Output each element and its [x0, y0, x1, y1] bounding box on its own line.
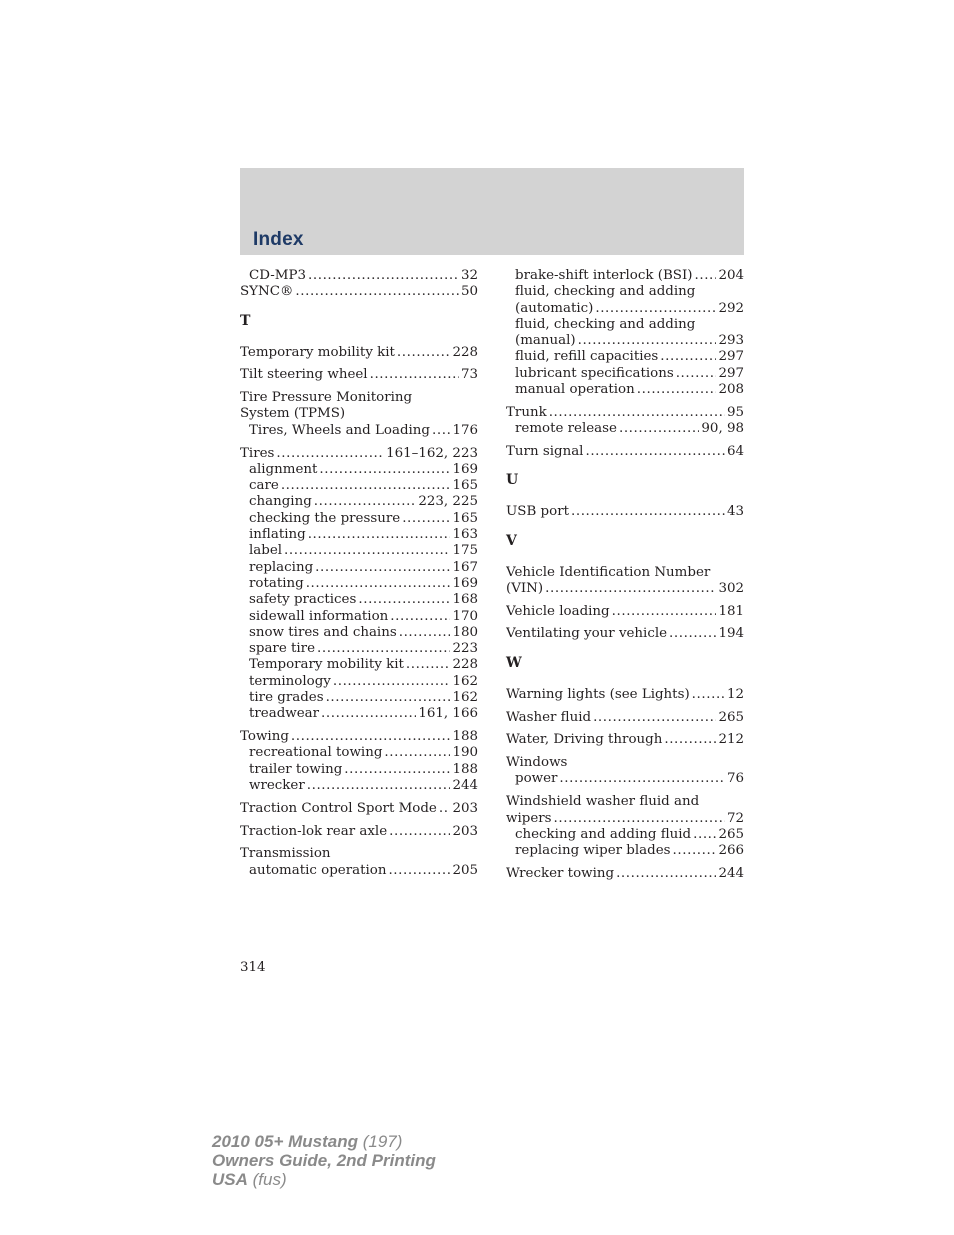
index-subentry: [240, 706, 478, 722]
dot-leader: [578, 333, 717, 349]
dot-leader: [326, 690, 451, 706]
index-subentry: [240, 609, 478, 625]
index-page-ref[interactable]: 293: [718, 333, 744, 349]
index-entry: [506, 710, 744, 726]
index-entry: [240, 824, 478, 840]
index-term: Tires, Wheels and Loading: [249, 422, 430, 438]
dot-leader: [384, 745, 450, 761]
dot-leader: [344, 762, 450, 778]
index-entry: [506, 732, 744, 748]
index-page-ref[interactable]: 223, 225: [418, 494, 478, 510]
index-term: recreational towing: [249, 745, 383, 761]
index-page-ref[interactable]: 167: [452, 559, 478, 575]
index-subentry: [506, 317, 744, 333]
index-term: System (TPMS): [240, 406, 346, 422]
dot-leader: [308, 268, 459, 284]
index-page-ref[interactable]: 12: [726, 686, 744, 702]
index-subentry: [240, 690, 478, 706]
dot-leader: [402, 511, 450, 527]
index-subentry: [240, 863, 478, 879]
index-entry: [506, 444, 744, 460]
dot-leader: [397, 345, 451, 361]
index-page-ref[interactable]: 204: [718, 268, 744, 283]
index-subentry: [506, 382, 744, 398]
index-term: Windshield washer fluid and: [506, 794, 700, 810]
index-page-ref[interactable]: 205: [452, 862, 478, 878]
dot-leader: [559, 771, 725, 787]
index-term: SYNC®: [240, 284, 294, 300]
dot-leader: [319, 462, 450, 478]
index-entry: [240, 367, 478, 383]
index-page-ref[interactable]: 302: [718, 580, 744, 596]
dot-leader: [306, 576, 451, 592]
index-entry: [240, 284, 478, 300]
index-page-ref[interactable]: 162: [452, 690, 478, 706]
index-page-ref[interactable]: 163: [452, 527, 478, 543]
index-column-left: [240, 268, 478, 879]
index-term: Traction Control Sport Mode: [240, 800, 437, 816]
index-page-ref[interactable]: 265: [718, 709, 744, 725]
index-subentry: [506, 771, 744, 787]
dot-leader: [669, 626, 716, 642]
dot-leader: [281, 478, 451, 494]
index-header-band: [240, 168, 744, 255]
index-subentry: [240, 527, 478, 543]
index-term: fluid, checking and adding: [515, 284, 696, 300]
index-subentry: [506, 827, 744, 843]
dot-leader: [571, 504, 725, 520]
index-term: alignment: [249, 461, 318, 477]
dot-leader: [295, 284, 459, 300]
dot-leader: [593, 710, 716, 726]
index-letter-heading: U: [506, 472, 519, 489]
dot-leader: [619, 421, 699, 437]
index-subentry: [240, 762, 478, 778]
footer-model-code: (197): [358, 1132, 403, 1151]
dot-leader: [399, 625, 451, 641]
index-page-ref[interactable]: 161–162, 223: [386, 445, 478, 461]
index-letter-heading: T: [240, 312, 251, 329]
index-subentry: [240, 778, 478, 794]
index-subentry: [506, 349, 744, 365]
index-term: trailer towing: [249, 761, 343, 777]
dot-leader: [692, 687, 725, 703]
index-term: Traction-lok rear axle: [240, 823, 388, 839]
index-page-ref[interactable]: 244: [452, 778, 478, 794]
index-subentry: [506, 366, 744, 382]
dot-leader: [321, 706, 416, 722]
index-page-ref[interactable]: 168: [452, 592, 478, 608]
index-term: USB port: [506, 504, 569, 520]
index-subentry: [240, 560, 478, 576]
index-term: Tires: [240, 445, 275, 461]
index-page-ref[interactable]: 228: [452, 657, 478, 673]
dot-leader: [333, 674, 451, 690]
dot-leader: [676, 366, 717, 382]
index-entry: [240, 846, 478, 862]
index-subentry: [506, 301, 744, 317]
index-term: Windows: [506, 755, 568, 771]
index-term: fluid, refill capacities: [515, 349, 659, 365]
dot-leader: [585, 444, 724, 460]
index-term: checking and adding fluid: [515, 826, 692, 842]
index-term: replacing: [249, 559, 314, 575]
index-term: Vehicle loading: [506, 603, 610, 619]
index-subentry: [240, 625, 478, 641]
index-term: (VIN): [506, 580, 544, 596]
index-entry: [240, 446, 478, 462]
page-number: 314: [240, 960, 266, 975]
dot-leader: [664, 732, 716, 748]
dot-leader: [554, 811, 725, 827]
index-page-ref[interactable]: 297: [718, 365, 744, 381]
index-subentry: [240, 543, 478, 559]
index-page-ref[interactable]: 169: [452, 575, 478, 591]
index-page-ref[interactable]: 43: [726, 504, 744, 520]
index-subentry: [240, 745, 478, 761]
index-page-ref[interactable]: 169: [452, 461, 478, 477]
index-entry: [506, 581, 744, 597]
index-page-ref[interactable]: 188: [452, 729, 478, 745]
index-page-ref[interactable]: 176: [452, 422, 478, 438]
index-page-ref[interactable]: 203: [452, 823, 478, 839]
index-term: brake-shift interlock (BSI): [515, 268, 693, 283]
index-page-ref[interactable]: 76: [726, 771, 744, 787]
dot-leader: [389, 824, 450, 840]
index-term: Turn signal: [506, 443, 584, 459]
index-term: (automatic): [515, 300, 594, 316]
index-subentry: [506, 284, 744, 300]
index-page-ref[interactable]: 32: [460, 268, 478, 283]
index-entry: [506, 626, 744, 642]
index-subentry: [240, 674, 478, 690]
index-letter-heading: W: [506, 654, 522, 671]
index-term: remote release: [515, 421, 617, 437]
index-term: Water, Driving through: [506, 732, 663, 748]
index-term: care: [249, 478, 279, 494]
index-letter-heading: V: [506, 532, 517, 549]
dot-leader: [308, 527, 451, 543]
dot-leader: [616, 866, 716, 882]
index-subentry: [506, 333, 744, 349]
index-term: fluid, checking and adding: [515, 316, 696, 332]
index-page-ref[interactable]: 188: [452, 761, 478, 777]
index-page-ref[interactable]: 50: [460, 284, 478, 300]
dot-leader: [276, 446, 384, 462]
index-page-ref[interactable]: 165: [452, 510, 478, 526]
index-term: snow tires and chains: [249, 624, 397, 640]
index-entry: [506, 604, 744, 620]
index-entry: [240, 729, 478, 745]
index-page-ref[interactable]: 165: [452, 478, 478, 494]
index-entry: [240, 390, 478, 406]
index-term: Transmission: [240, 846, 331, 862]
index-page-ref[interactable]: 203: [452, 800, 478, 816]
dot-leader: [317, 641, 450, 657]
index-term: automatic operation: [249, 862, 387, 878]
index-page-ref[interactable]: 170: [452, 608, 478, 624]
index-page-ref[interactable]: 212: [718, 732, 744, 748]
dot-leader: [370, 367, 459, 383]
footer-model: 2010 05+ Mustang: [212, 1132, 358, 1151]
dot-leader: [694, 268, 716, 284]
index-subentry: [506, 268, 744, 284]
dot-leader: [612, 604, 717, 620]
index-term: manual operation: [515, 382, 635, 398]
index-page-ref[interactable]: 95: [726, 404, 744, 420]
index-page-ref[interactable]: 190: [452, 745, 478, 761]
index-term: Towing: [240, 729, 289, 745]
index-entry: [240, 345, 478, 361]
dot-leader: [358, 592, 450, 608]
index-term: Wrecker towing: [506, 865, 615, 881]
index-term: Temporary mobility kit: [249, 657, 404, 673]
index-term: Temporary mobility kit: [240, 344, 395, 360]
index-column-right: [506, 268, 744, 882]
index-subentry: [240, 494, 478, 510]
document-footer: [212, 1132, 436, 1189]
dot-leader: [406, 657, 451, 673]
index-term: Warning lights (see Lights): [506, 686, 690, 702]
dot-leader: [545, 581, 716, 597]
dot-leader: [439, 801, 451, 817]
index-page-ref[interactable]: 180: [452, 624, 478, 640]
index-entry: [240, 406, 478, 422]
index-page-ref[interactable]: 64: [726, 443, 744, 459]
index-page-ref[interactable]: 297: [718, 349, 744, 365]
index-term: rotating: [249, 575, 304, 591]
footer-guide: Owners Guide, 2nd Printing: [212, 1151, 436, 1170]
index-entry: [506, 565, 744, 581]
dot-leader: [314, 494, 417, 510]
index-term: Vehicle Identification Number: [506, 564, 711, 580]
index-term: spare tire: [249, 641, 315, 657]
index-subentry: [240, 641, 478, 657]
index-term: terminology: [249, 673, 331, 689]
index-subentry: [240, 576, 478, 592]
index-page-ref[interactable]: 181: [718, 603, 744, 619]
index-page-ref[interactable]: 266: [718, 843, 744, 859]
index-entry: [506, 755, 744, 771]
index-page-ref[interactable]: 265: [718, 826, 744, 842]
index-subentry: [240, 657, 478, 673]
index-subentry: [240, 592, 478, 608]
index-term: lubricant specifications: [515, 365, 674, 381]
index-term: power: [515, 771, 558, 787]
index-entry: [506, 866, 744, 882]
index-entry: [506, 811, 744, 827]
dot-leader: [595, 301, 716, 317]
dot-leader: [307, 778, 451, 794]
index-entry: [506, 794, 744, 810]
index-page-ref[interactable]: 72: [726, 810, 744, 826]
index-page-ref[interactable]: 161, 166: [418, 706, 478, 722]
index-entry: [506, 687, 744, 703]
dot-leader: [549, 405, 725, 421]
index-page-ref[interactable]: 223: [452, 641, 478, 657]
index-term: changing: [249, 494, 312, 510]
index-term: sidewall information: [249, 608, 389, 624]
index-term: inflating: [249, 527, 306, 543]
index-page-ref[interactable]: 162: [452, 673, 478, 689]
index-entry: [240, 801, 478, 817]
index-subentry: [240, 268, 478, 284]
index-page-ref[interactable]: 244: [718, 865, 744, 881]
index-term: Tilt steering wheel: [240, 367, 368, 383]
dot-leader: [432, 423, 450, 439]
index-term: replacing wiper blades: [515, 843, 671, 859]
footer-market-code: (fus): [247, 1170, 287, 1189]
index-page-ref[interactable]: 73: [460, 367, 478, 383]
index-subentry: [240, 423, 478, 439]
index-subentry: [506, 421, 744, 437]
dot-leader: [673, 843, 717, 859]
index-subentry: [240, 511, 478, 527]
index-term: Washer fluid: [506, 709, 592, 725]
dot-leader: [390, 609, 450, 625]
index-entry: [506, 504, 744, 520]
index-term: checking the pressure: [249, 510, 401, 526]
index-term: Tire Pressure Monitoring: [240, 390, 413, 406]
index-term: tire grades: [249, 690, 324, 706]
index-term: wipers: [506, 810, 552, 826]
index-entry: [506, 405, 744, 421]
index-term: Ventilating your vehicle: [506, 626, 668, 642]
dot-leader: [284, 543, 450, 559]
footer-market: USA: [212, 1170, 248, 1189]
page-title: Index: [253, 229, 304, 250]
index-term: label: [249, 543, 283, 559]
index-term: CD-MP3: [249, 268, 306, 283]
index-page-ref[interactable]: 175: [452, 543, 478, 559]
dot-leader: [388, 863, 450, 879]
index-subentry: [506, 843, 744, 859]
index-page-ref[interactable]: 228: [452, 344, 478, 360]
index-term: treadwear: [249, 706, 320, 722]
dot-leader: [315, 560, 450, 576]
index-page-ref[interactable]: 292: [718, 300, 744, 316]
index-term: Trunk: [506, 404, 547, 420]
index-term: (manual): [515, 333, 576, 349]
dot-leader: [637, 382, 717, 398]
dot-leader: [291, 729, 451, 745]
index-subentry: [240, 478, 478, 494]
index-term: wrecker: [249, 778, 305, 794]
dot-leader: [693, 827, 716, 843]
index-term: safety practices: [249, 592, 357, 608]
index-subentry: [240, 462, 478, 478]
dot-leader: [660, 349, 716, 365]
index-page-ref[interactable]: 90, 98: [701, 421, 744, 437]
index-page-ref[interactable]: 208: [718, 382, 744, 398]
index-page-ref[interactable]: 194: [718, 626, 744, 642]
